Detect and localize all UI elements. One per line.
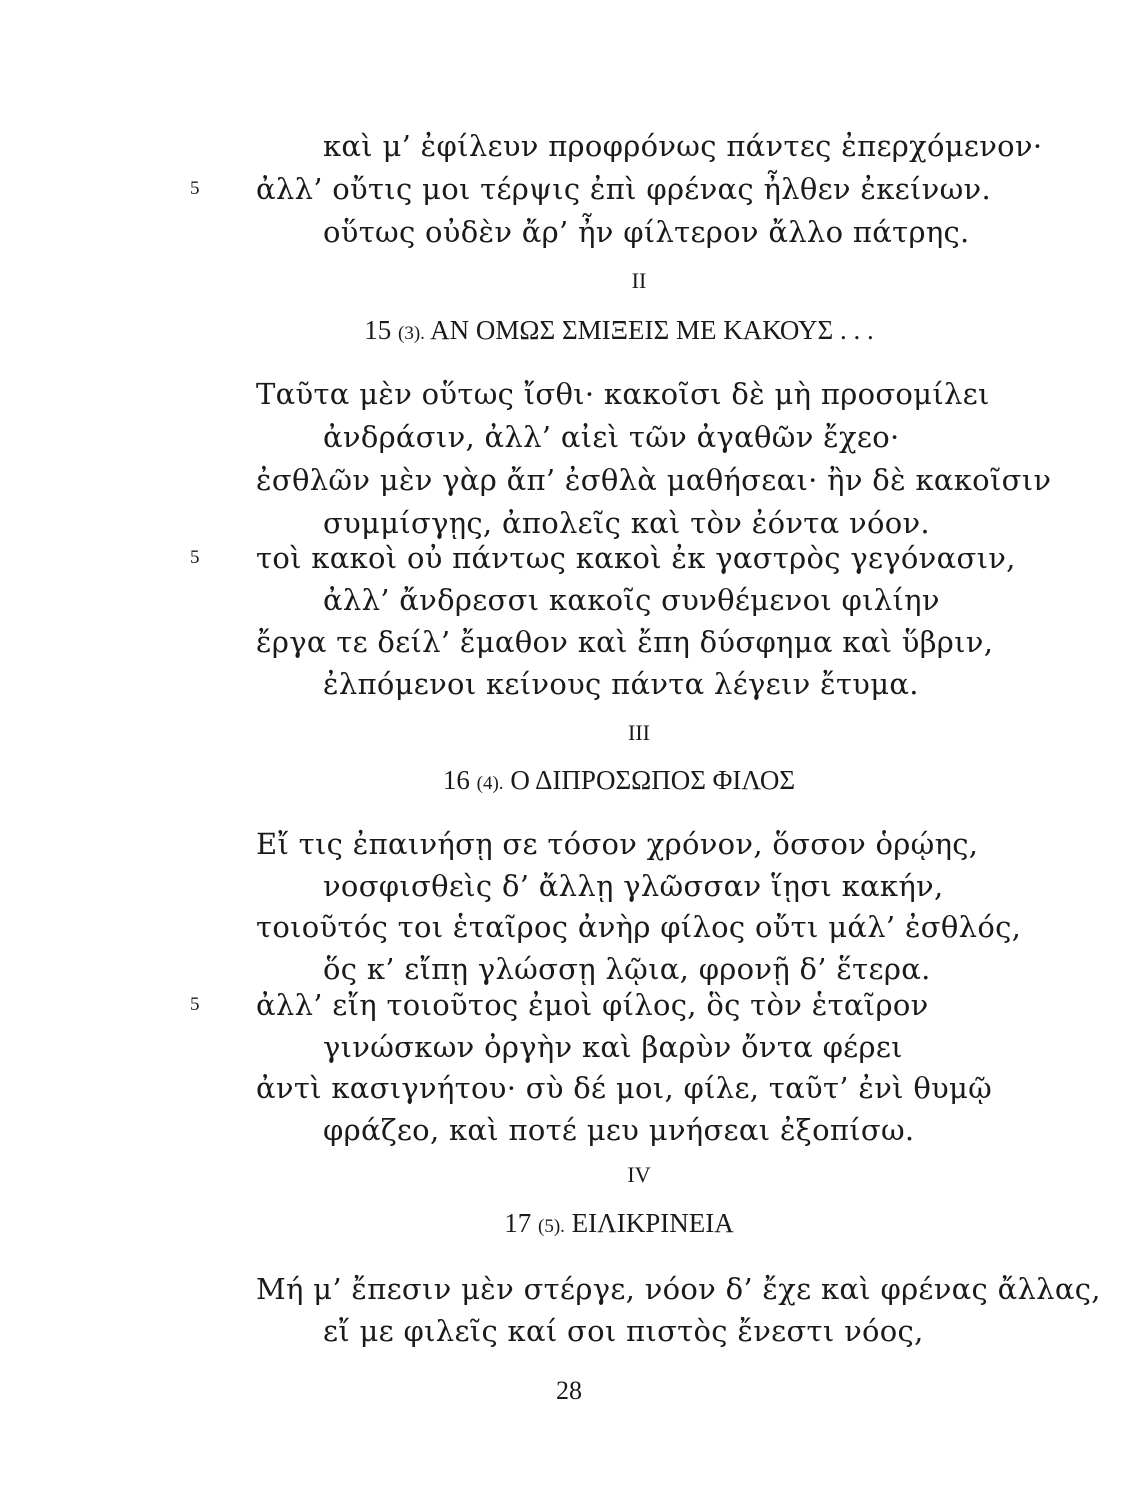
verse-line: εἴ με φιλεῖς καί σοι πιστὸς ἔνεστι νόος, [323, 1314, 924, 1348]
heading-title: ΑΝ ΟΜΩΣ ΣΜΙΞΕΙΣ ΜΕ ΚΑΚΟΥΣ . . . [430, 315, 874, 345]
line-number: 5 [190, 994, 200, 1015]
verse-line: ἐλπόμενοι κείνους πάντα λέγειν ἔτυμα. [323, 667, 919, 701]
verse-line: ἀνδράσιν, ἀλλ’ αἰεὶ τῶν ἀγαθῶν ἔχεο· [323, 420, 900, 454]
heading-title: Ο ΔΙΠΡΟΣΩΠΟΣ ΦΙΛΟΣ [510, 765, 796, 795]
verse-line: νοσφισθεὶς δ’ ἄλλῃ γλῶσσαν ἵῃσι κακήν, [323, 869, 944, 903]
section-numeral: II [631, 268, 647, 293]
heading-number: 15 [364, 315, 392, 345]
verse-line: ἀντὶ κασιγνήτου· σὺ δέ μοι, φίλε, ταῦτ’ ἐνὶ θυμῷ [256, 1071, 993, 1105]
verse-line: καὶ μ’ ἐφίλευν προφρόνως πάντες ἐπερχόμενον· [323, 129, 1043, 163]
heading-number: 16 [442, 765, 470, 795]
section-numeral: III [628, 720, 650, 745]
heading-source: (4). [476, 773, 504, 794]
verse-line: ὅς κ’ εἴπῃ γλώσσῃ λῷια, φρονῇ δ’ ἕτερα. [323, 952, 931, 986]
verse-line: Ταῦτα μὲν οὕτως ἴσθι· κακοῖσι δὲ μὴ προσομίλει [256, 377, 990, 411]
verse-line: Μή μ’ ἔπεσιν μὲν στέργε, νόον δ’ ἔχε καὶ φρένας ἄλλας, [256, 1272, 1101, 1306]
page-number: 28 [556, 1376, 582, 1405]
line-number: 5 [190, 178, 200, 199]
verse-line: φράζεο, καὶ ποτέ μευ μνήσεαι ἐξοπίσω. [323, 1113, 915, 1147]
poem-heading [50, 763, 1138, 801]
heading-title: ΕΙΛΙΚΡΙΝΕΙΑ [571, 1208, 734, 1238]
verse-line: ἔργα τε δείλ’ ἔμαθον καὶ ἔπη δύσφημα καὶ ὕβριν, [256, 625, 994, 659]
verse-line: ἐσθλῶν μὲν γὰρ ἄπ’ ἐσθλὰ μαθήσεαι· ἢν δὲ κακοῖσιν [256, 463, 1052, 497]
verse-line: ἀλλ’ ἄνδρεσσι κακοῖς συνθέμενοι φιλίην [323, 583, 940, 617]
poem-heading [50, 313, 1138, 351]
verse-line: συμμίσγῃς, ἀπολεῖς καὶ τὸν ἐόντα νόον. [323, 506, 930, 540]
line-number: 5 [190, 547, 200, 568]
verse-line: ἀλλ’ εἴη τοιοῦτος ἐμοὶ φίλος, ὃς τὸν ἑταῖρον [256, 988, 929, 1022]
verse-line: γινώσκων ὀργὴν καὶ βαρὺν ὄντα φέρει [323, 1030, 903, 1064]
verse-line: τοὶ κακοὶ οὐ πάντως κακοὶ ἐκ γαστρὸς γεγόνασιν, [256, 541, 1016, 575]
verse-line: τοιοῦτός τοι ἑταῖρος ἀνὴρ φίλος οὔτι μάλ’ ἐσθλός, [256, 910, 1022, 944]
heading-source: (3). [398, 323, 425, 344]
verse-line: ἀλλ’ οὔτις μοι τέρψις ἐπὶ φρένας ἦλθεν ἐκείνων. [256, 172, 991, 206]
verse-line: οὕτως οὐδὲν ἄρ’ ἦν φίλτερον ἄλλο πάτρης. [323, 215, 970, 249]
heading-source: (5). [538, 1216, 565, 1237]
section-numeral: IV [627, 1162, 651, 1187]
poem-heading [50, 1206, 1138, 1244]
heading-number: 17 [504, 1208, 532, 1238]
verse-line: Εἴ τις ἐπαινήσῃ σε τόσον χρόνον, ὅσσον ὁρῴης, [256, 827, 979, 861]
